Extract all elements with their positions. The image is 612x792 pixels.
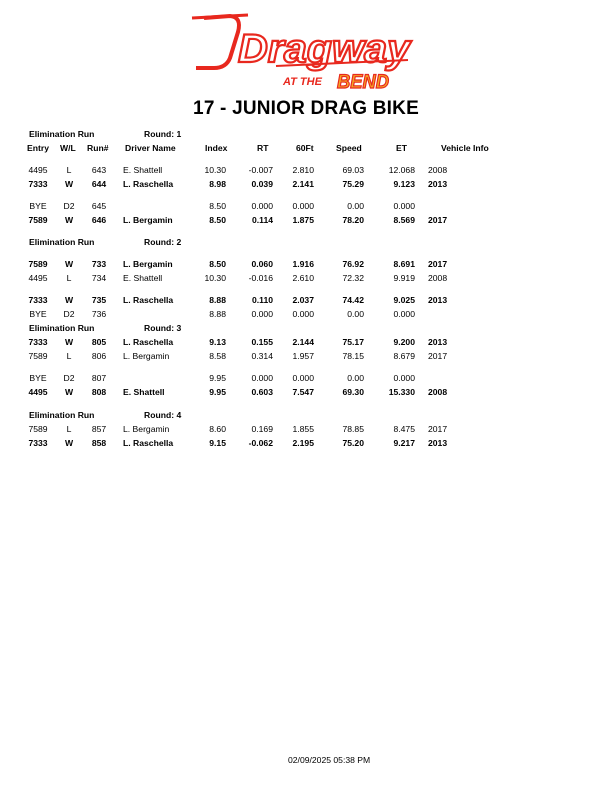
- index-cell: 8.88: [209, 309, 226, 319]
- driver-name-cell: L. Bergamin: [123, 259, 173, 269]
- entry-cell: 7589: [28, 259, 48, 269]
- wl-cell: D2: [63, 373, 75, 383]
- vehicle-info-cell: 2017: [428, 215, 448, 225]
- index-cell: 8.50: [209, 259, 226, 269]
- elapsed-time-cell: 0.000: [393, 373, 415, 383]
- sixty-foot-cell: 2.141: [292, 179, 314, 189]
- speed-cell: 78.20: [342, 215, 364, 225]
- index-cell: 9.13: [209, 337, 226, 347]
- driver-name-cell: L. Bergamin: [123, 351, 170, 361]
- run-number-cell: 858: [91, 438, 107, 448]
- logo-subtext-bend: BEND: [337, 72, 390, 93]
- wl-cell: D2: [63, 309, 75, 319]
- reaction-time-cell: 0.603: [251, 387, 273, 397]
- entry-cell: BYE: [29, 373, 47, 383]
- reaction-time-cell: 0.114: [251, 215, 273, 225]
- speed-cell: 76.92: [342, 259, 364, 269]
- run-number-cell: 735: [91, 295, 107, 305]
- reaction-time-cell: 0.060: [251, 259, 273, 269]
- driver-name-cell: E. Shattell: [123, 165, 163, 175]
- entry-cell: 4495: [28, 165, 48, 175]
- index-cell: 8.98: [209, 179, 226, 189]
- elapsed-time-cell: 8.569: [393, 215, 415, 225]
- sixty-foot-cell: 1.855: [292, 424, 314, 434]
- entry-cell: BYE: [29, 309, 47, 319]
- driver-name-cell: L. Raschella: [123, 295, 174, 305]
- entry-cell: 7589: [28, 351, 48, 361]
- speed-cell: 0.00: [347, 373, 364, 383]
- vehicle-info-cell: 2017: [428, 351, 448, 361]
- reaction-time-cell: -0.062: [248, 438, 273, 448]
- sixty-foot-cell: 2.144: [292, 337, 314, 347]
- reaction-time-cell: 0.314: [251, 351, 273, 361]
- driver-name-cell: L. Bergamin: [123, 215, 173, 225]
- wl-cell: W: [64, 259, 74, 269]
- reaction-time-cell: 0.155: [251, 337, 273, 347]
- column-header-rt: RT: [257, 143, 269, 153]
- sixty-foot-cell: 1.875: [292, 215, 314, 225]
- print-timestamp: 02/09/2025 05:38 PM: [288, 755, 371, 765]
- entry-cell: 7589: [28, 424, 48, 434]
- wl-cell: W: [64, 337, 74, 347]
- sixty-foot-cell: 0.000: [292, 201, 314, 211]
- entry-cell: 7333: [28, 179, 48, 189]
- elapsed-time-cell: 15.330: [388, 387, 415, 397]
- speed-cell: 72.32: [342, 273, 364, 283]
- speed-cell: 78.15: [342, 351, 364, 361]
- elapsed-time-cell: 8.691: [393, 259, 415, 269]
- driver-name-cell: L. Raschella: [123, 179, 174, 189]
- run-number-cell: 736: [91, 309, 107, 319]
- round-label: Round: 1: [144, 129, 182, 139]
- run-number-cell: 805: [91, 337, 107, 347]
- entry-cell: 7333: [28, 337, 48, 347]
- speed-cell: 78.85: [342, 424, 364, 434]
- vehicle-info-cell: 2008: [428, 273, 448, 283]
- speed-cell: 0.00: [347, 309, 364, 319]
- sixty-foot-cell: 2.610: [292, 273, 314, 283]
- speed-cell: 74.42: [342, 295, 364, 305]
- vehicle-info-cell: 2013: [428, 295, 448, 305]
- reaction-time-cell: 0.000: [251, 201, 273, 211]
- sixty-foot-cell: 0.000: [292, 373, 314, 383]
- sixty-foot-cell: 0.000: [292, 309, 314, 319]
- reaction-time-cell: 0.000: [251, 373, 273, 383]
- column-header-wl: W/L: [60, 143, 76, 153]
- reaction-time-cell: 0.110: [251, 295, 273, 305]
- round-label: Round: 2: [144, 237, 182, 247]
- vehicle-info-cell: 2017: [428, 424, 448, 434]
- speed-cell: 69.30: [342, 387, 364, 397]
- driver-name-cell: L. Raschella: [123, 337, 174, 347]
- sixty-foot-cell: 2.037: [292, 295, 314, 305]
- elapsed-time-cell: 9.919: [393, 273, 415, 283]
- elapsed-time-cell: 12.068: [388, 165, 415, 175]
- speed-cell: 75.20: [342, 438, 364, 448]
- index-cell: 9.95: [209, 387, 226, 397]
- dragway-logo: [190, 10, 415, 96]
- column-header-index: Index: [205, 143, 228, 153]
- run-number-cell: 644: [91, 179, 107, 189]
- column-header-driver: Driver Name: [125, 143, 176, 153]
- elapsed-time-cell: 9.217: [393, 438, 415, 448]
- vehicle-info-cell: 2013: [428, 179, 448, 189]
- column-header-run: Run#: [87, 143, 109, 153]
- elapsed-time-cell: 9.200: [393, 337, 415, 347]
- speed-cell: 75.29: [342, 179, 364, 189]
- wl-cell: L: [66, 273, 72, 283]
- sixty-foot-cell: 1.957: [292, 351, 314, 361]
- speed-cell: 69.03: [342, 165, 364, 175]
- sixty-foot-cell: 2.195: [292, 438, 314, 448]
- column-header-vehicle: Vehicle Info: [441, 143, 489, 153]
- elapsed-time-cell: 8.679: [393, 351, 415, 361]
- section-label: Elimination Run: [29, 323, 95, 333]
- index-cell: 9.95: [209, 373, 226, 383]
- index-cell: 10.30: [204, 165, 226, 175]
- wl-cell: W: [64, 387, 74, 397]
- driver-name-cell: E. Shattell: [123, 273, 163, 283]
- index-cell: 8.58: [209, 351, 226, 361]
- index-cell: 8.50: [209, 201, 226, 211]
- run-number-cell: 807: [91, 373, 107, 383]
- round-label: Round: 4: [144, 410, 182, 420]
- speed-cell: 75.17: [342, 337, 364, 347]
- column-header-entry: Entry: [27, 143, 49, 153]
- run-number-cell: 734: [91, 273, 107, 283]
- round-label: Round: 3: [144, 323, 182, 333]
- run-number-cell: 733: [91, 259, 107, 269]
- logo-text: Dragway: [238, 27, 412, 71]
- column-header-sixty: 60Ft: [296, 143, 314, 153]
- section-label: Elimination Run: [29, 129, 95, 139]
- index-cell: 10.30: [204, 273, 226, 283]
- column-header-speed: Speed: [336, 143, 362, 153]
- entry-cell: 4495: [28, 273, 48, 283]
- driver-name-cell: L. Raschella: [123, 438, 174, 448]
- reaction-time-cell: -0.007: [248, 165, 273, 175]
- elapsed-time-cell: 9.025: [393, 295, 415, 305]
- elapsed-time-cell: 9.123: [393, 179, 415, 189]
- wl-cell: W: [64, 295, 74, 305]
- run-number-cell: 857: [91, 424, 107, 434]
- wl-cell: L: [66, 424, 72, 434]
- index-cell: 9.15: [209, 438, 226, 448]
- wl-cell: L: [66, 165, 72, 175]
- run-number-cell: 643: [91, 165, 107, 175]
- page-title: 17 - JUNIOR DRAG BIKE: [193, 98, 419, 119]
- run-number-cell: 646: [91, 215, 107, 225]
- logo-subtext: AT THE: [283, 76, 322, 88]
- entry-cell: BYE: [29, 201, 47, 211]
- reaction-time-cell: -0.016: [248, 273, 273, 283]
- entry-cell: 4495: [28, 387, 48, 397]
- entry-cell: 7333: [28, 438, 48, 448]
- reaction-time-cell: 0.169: [251, 424, 273, 434]
- section-label: Elimination Run: [29, 410, 95, 420]
- wl-cell: D2: [63, 201, 75, 211]
- column-header-et: ET: [396, 143, 407, 153]
- vehicle-info-cell: 2008: [428, 387, 448, 397]
- driver-name-cell: E. Shattell: [123, 387, 165, 397]
- reaction-time-cell: 0.039: [251, 179, 273, 189]
- elapsed-time-cell: 0.000: [393, 201, 415, 211]
- run-number-cell: 645: [91, 201, 107, 211]
- vehicle-info-cell: 2008: [428, 165, 448, 175]
- run-number-cell: 806: [91, 351, 107, 361]
- wl-cell: W: [64, 215, 74, 225]
- elapsed-time-cell: 8.475: [393, 424, 415, 434]
- entry-cell: 7589: [28, 215, 48, 225]
- wl-cell: W: [64, 438, 74, 448]
- sixty-foot-cell: 2.810: [292, 165, 314, 175]
- speed-cell: 0.00: [347, 201, 364, 211]
- entry-cell: 7333: [28, 295, 48, 305]
- vehicle-info-cell: 2017: [428, 259, 448, 269]
- wl-cell: W: [64, 179, 74, 189]
- reaction-time-cell: 0.000: [251, 309, 273, 319]
- index-cell: 8.88: [209, 295, 226, 305]
- vehicle-info-cell: 2013: [428, 337, 448, 347]
- index-cell: 8.60: [209, 424, 226, 434]
- logo-wordmark: [192, 15, 412, 71]
- section-label: Elimination Run: [29, 237, 95, 247]
- sixty-foot-cell: 7.547: [292, 387, 314, 397]
- driver-name-cell: L. Bergamin: [123, 424, 170, 434]
- run-number-cell: 808: [91, 387, 107, 397]
- elapsed-time-cell: 0.000: [393, 309, 415, 319]
- vehicle-info-cell: 2013: [428, 438, 448, 448]
- index-cell: 8.50: [209, 215, 226, 225]
- wl-cell: L: [66, 351, 72, 361]
- sixty-foot-cell: 1.916: [292, 259, 314, 269]
